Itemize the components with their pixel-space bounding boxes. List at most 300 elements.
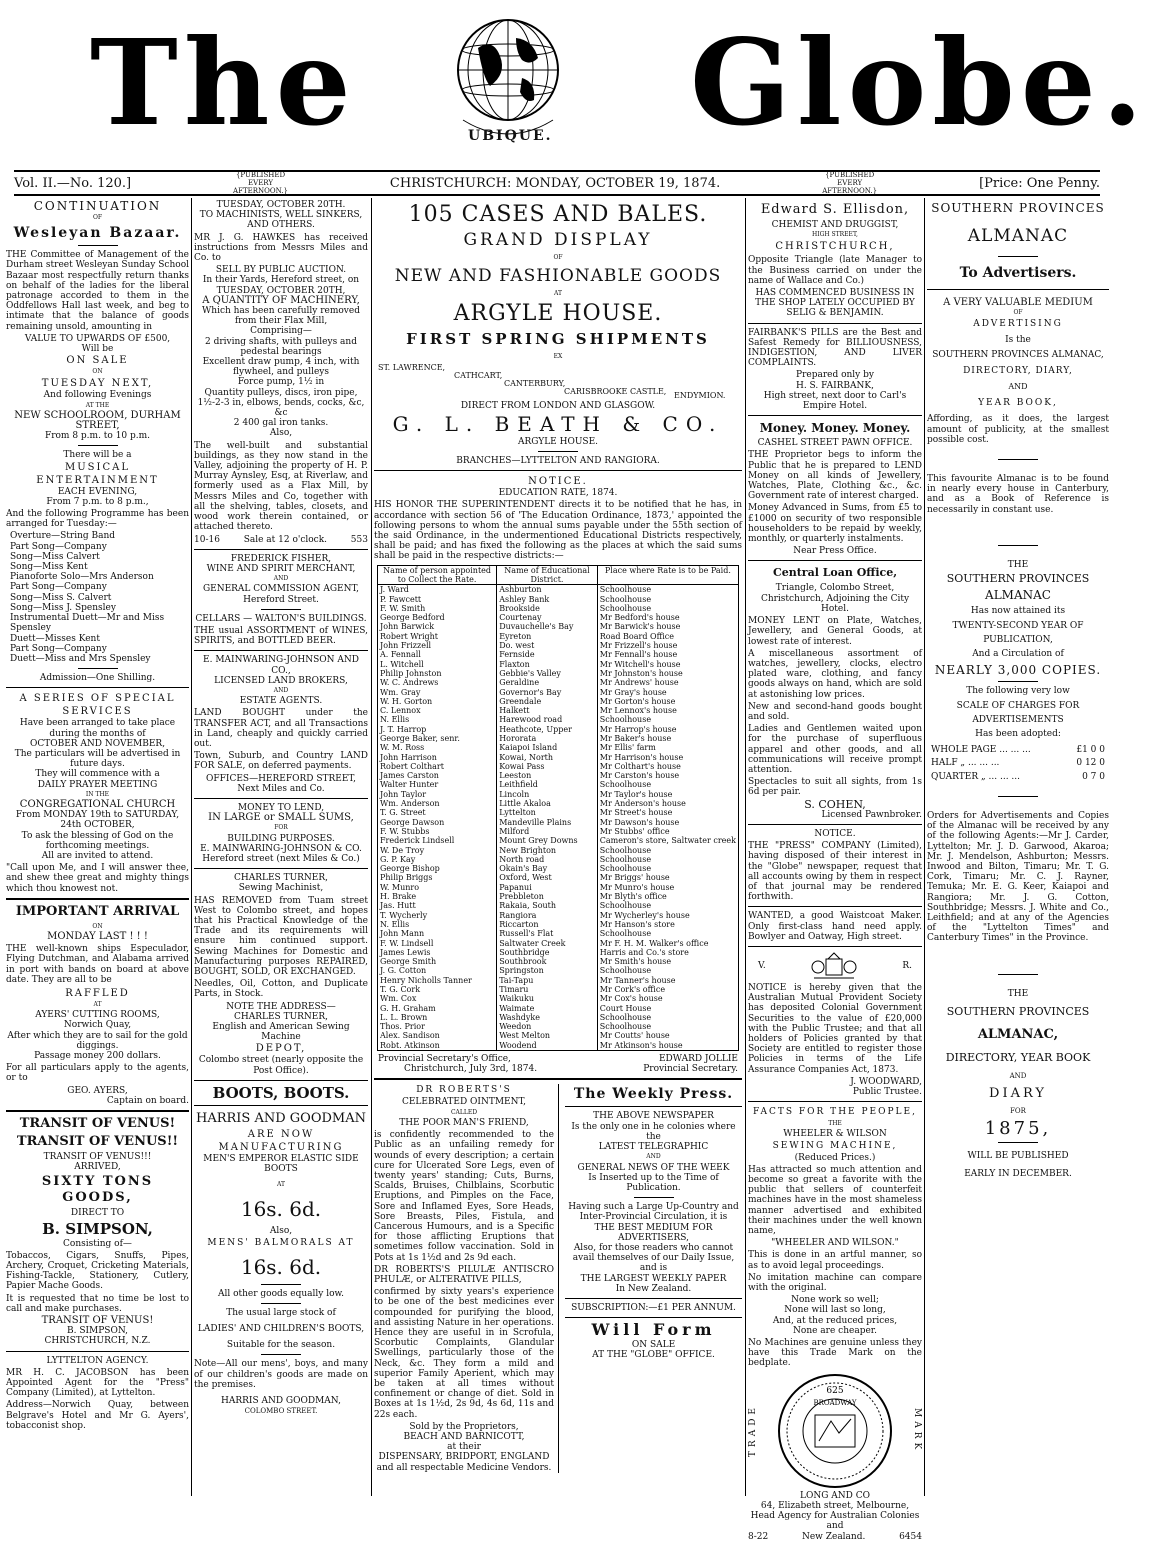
table-cell: Court House (597, 1004, 738, 1013)
table-cell: Schoolhouse (597, 901, 738, 910)
ad-text: IN THE (85, 790, 110, 798)
ad-text: Quantity pulleys, discs, iron pipe, 1½-2-3 in, elbows, bends, cocks, &c, &c (197, 387, 365, 419)
ad-heading: A SERIES OF SPECIAL SERVICES (19, 693, 176, 718)
table-cell: George Bedford (378, 613, 497, 622)
table-cell: Harewood road (497, 715, 598, 724)
ad-text: IN LARGE or SMALL SUMS, (208, 812, 354, 824)
ad-heading: 105 CASES AND BALES. (408, 202, 708, 227)
ad-text: OCTOBER AND NOVEMBER, (29, 738, 166, 749)
ad-text: MR J. G. HAWKES has received instructions from Messrs Miles and Co. to (194, 232, 368, 264)
ad-text: OF (553, 254, 563, 261)
table-cell: George Baker, senr. (378, 734, 497, 743)
table-cell: Mr Carston's house (597, 771, 738, 780)
ad-text: LONG AND CO (800, 1490, 870, 1501)
rate-price: 0 12 0 (1076, 758, 1105, 769)
table-row (378, 957, 739, 966)
column-5 (927, 200, 1109, 1495)
ad-text: MENS' BALMORALS AT (207, 1237, 355, 1248)
table-row (378, 808, 739, 817)
ad-text: Is Inserted up to the Time of Publication. (588, 1172, 719, 1193)
ad-text: Sold by the Proprietors, (409, 1421, 519, 1432)
ad-text: DIRECTORY, DIARY, (963, 365, 1073, 376)
ad-text: Near Press Office. (793, 546, 877, 557)
table-cell: W. C. Andrews (378, 678, 497, 687)
ad-text: ON SALE (631, 1340, 676, 1351)
table-cell: L. L. Brown (378, 1013, 497, 1022)
table-row (378, 734, 739, 743)
table-cell: James Lewis (378, 948, 497, 957)
ad-text: ON (92, 922, 103, 930)
ad-text: "Call upon Me, and I will answer thee, and shew thee great and mighty things which thou knowest not. (6, 863, 189, 894)
ad-text: AT (553, 290, 562, 298)
ad-text: H. S. FAIRBANK, (795, 380, 874, 391)
ad-text: Note—All our mens', boys, and many of our children's goods are made on the premises. (194, 1359, 368, 1390)
ad-heading: Money. Money. Money. (759, 421, 911, 436)
table-row (378, 613, 739, 622)
ad-heading: CHARLES TURNER, (233, 873, 329, 884)
ad-text: ARE NOW MANUFACTURING (218, 1128, 344, 1153)
table-row (378, 669, 739, 678)
globe-icon (438, 8, 578, 148)
table-cell: Wm. Gray (378, 688, 497, 697)
table-row (378, 873, 739, 882)
ad-text: They will commence with a (35, 769, 160, 780)
table-cell: Mr Barwick's house (597, 622, 738, 631)
ointment-ad (374, 1084, 559, 1472)
table-cell: Schoolhouse (597, 604, 738, 613)
ad-text: 10-16 (194, 534, 220, 545)
table-cell: W. Munro (378, 883, 497, 892)
table-cell: Thos. Prior (378, 1022, 497, 1031)
table-cell: Schoolhouse (597, 855, 738, 864)
ad-text: MONDAY LAST ! ! ! (47, 930, 148, 942)
table-cell: North road (497, 855, 598, 864)
ad-text: In their Yards, Hereford street, on TUESDAY, OCTOBER 20TH, (202, 275, 360, 296)
ad-heading: ALMANAC (985, 588, 1051, 603)
ad-text: The particulars will be advertised in future days. (14, 748, 181, 770)
ad-text: And a Circulation of (972, 649, 1064, 660)
table-cell: Papanui (497, 883, 598, 892)
ad-footer (194, 535, 368, 545)
price-large: 16s. 6d. (240, 1254, 322, 1279)
ad-text: CHRISTCHURCH, (775, 241, 895, 253)
table-cell: George Smith (378, 957, 497, 966)
table-row (378, 762, 739, 771)
ad-text: None will last so long, (784, 1305, 886, 1316)
table-cell: Mr Briggs' house (597, 873, 738, 882)
column-divider (191, 198, 192, 1496)
ad-footer (748, 1532, 922, 1542)
ad-text: VALUE TO UPWARDS OF £500, (24, 333, 171, 344)
ad-text: In New Zealand. (615, 1283, 692, 1294)
ad-text: A VERY VALUABLE MEDIUM (943, 297, 1093, 308)
ad-text: DEPOT, (255, 1043, 307, 1055)
table-cell: Leithfield (497, 780, 598, 789)
table-cell: John Frizzell (378, 641, 497, 650)
ad-text: (Reduced Prices.) (794, 1152, 876, 1163)
table-row (378, 836, 739, 845)
table-row (378, 985, 739, 994)
ad-text: MR H. C. JACOBSON has been Appointed Agent for the "Press" Company (Limited), at Lyttelton. (6, 1367, 189, 1399)
ad-text: New Zealand. (801, 1531, 866, 1542)
rate-label: QUARTER „ ... ... ... (931, 771, 1021, 782)
published-note-left: {PUBLISHED EVERY AFTERNOON.} (233, 171, 288, 195)
list-item: Duett—Misses Kent (10, 633, 100, 644)
ad-text: AND (646, 1153, 661, 1161)
ad-text: HAS COMMENCED BUSINESS IN THE SHOP LATELY OCCUPIED BY (755, 288, 915, 309)
table-cell: Mr Ellis' farm (597, 743, 738, 752)
table-cell: Mr Blyth's office (597, 892, 738, 901)
ad-heading: FREDERICK FISHER, (230, 553, 332, 564)
table-cell: John Barwick (378, 622, 497, 631)
list-item: Overture—String Band (10, 531, 116, 542)
masthead-word-globe: Globe. (690, 13, 1149, 152)
ad-text: THE BEST MEDIUM FOR ADVERTISERS, (594, 1222, 713, 1243)
ad-text: Public Trustee. (852, 1087, 922, 1098)
table-cell: John Harrison (378, 753, 497, 762)
ad-text: Norwich Quay, (63, 1020, 132, 1031)
table-cell: Gebbie's Valley (497, 669, 598, 678)
ad-text: OF (1013, 309, 1023, 317)
ad-text: Comprising— (250, 326, 312, 337)
ad-text: 6454 (899, 1531, 922, 1542)
list-item: Song—Miss Kent (10, 562, 88, 573)
ad-text: DR ROBERTS'S (416, 1085, 512, 1096)
ad-text: BUILDING PURPOSES. (227, 833, 335, 844)
ad-text: Sale at 12 o'clock. (243, 534, 328, 545)
table-cell: Mr Dawson's house (597, 818, 738, 827)
ad-text: AT (93, 1000, 102, 1008)
table-row (378, 883, 739, 892)
table-row (378, 920, 739, 929)
ad-text: S. COHEN, (804, 797, 866, 811)
table-row (378, 780, 739, 789)
table-cell: C. Lennox (378, 706, 497, 715)
table-cell: West Melton (497, 1031, 598, 1040)
table-cell: Brookside (497, 604, 598, 613)
ad-text: Captain on board. (106, 1095, 189, 1106)
rate-price: 0 7 0 (1082, 771, 1105, 782)
column-3 (374, 200, 742, 1495)
table-row (378, 706, 739, 715)
ad-text: Also, (269, 1226, 293, 1237)
ad-text: ON (92, 368, 103, 376)
ad-text: YEAR BOOK, (978, 398, 1058, 409)
column-2 (194, 200, 368, 1495)
ad-text: AND (273, 575, 289, 583)
table-cell: T. G. Cork (378, 985, 497, 994)
table-cell: Mr Wycherley's house (597, 911, 738, 920)
ad-text: The well-built and substantial buildings, as they now stand in the Valley, adjoining the property of H. P. Murray Aynsley, Esq, at Riverlaw, and formerly used as a Flax Mill, by Messrs Miles and Co, together with all the shelving, tables, closets, and wood work therein contained, or attached thereto. (194, 440, 368, 533)
ad-text: AND (1009, 1072, 1027, 1081)
table-cell: Wm. Cox (378, 994, 497, 1003)
table-row (378, 632, 739, 641)
table-cell: Philip Johnston (378, 669, 497, 678)
table-row (378, 994, 739, 1003)
table-row (378, 855, 739, 864)
table-cell: Little Akaloa (497, 799, 598, 808)
ad-text: CELEBRATED OINTMENT, (401, 1097, 527, 1108)
ad-text: COLOMBO STREET. (244, 1407, 318, 1416)
table-header: Place where Rate is to be Paid. (597, 565, 738, 585)
ad-text: CANTERBURY, (504, 378, 566, 388)
table-cell: Mr Street's house (597, 808, 738, 817)
ad-text: CHEMIST AND DRUGGIST, (771, 220, 899, 230)
table-cell: Kowai, North (497, 753, 598, 762)
ad-text: AT (276, 1181, 285, 1189)
ad-heading: NEARLY 3,000 COPIES. (934, 663, 1102, 678)
ad-heading: FIRST SPRING SHIPMENTS (406, 330, 710, 349)
ad-text: CALLED (450, 1108, 478, 1116)
ad-text: EDWARD JOLLIE (658, 1054, 738, 1065)
ad-text: Which has been carefully removed from their Flax Mill, (202, 306, 360, 327)
table-row (378, 892, 739, 901)
ad-text: HIS HONOR THE SUPERINTENDENT directs it to be notified that he has, in accordance with section 56 of 'The Education Ordinance, 1873,' appointed the following persons to whom the annual sums payable under the 55th section of the said Ordinance, in the undermentioned Educational Districts respectively, shall be paid; and has fixed the following as the places at which the said sums shall be paid in the respective districts:— (374, 500, 742, 562)
ad-text: Spectacles to suit all sights, from 1s 6d per pair. (748, 777, 922, 798)
ad-text: AND (1008, 382, 1028, 392)
rate-price: £1 0 0 (1076, 745, 1105, 756)
ad-text: AYERS' CUTTING ROOMS, (35, 1010, 160, 1021)
ad-heading: SOUTHERN PROVINCES (931, 201, 1105, 215)
ad-heading: HARRIS AND GOODMAN (196, 1110, 366, 1126)
ad-text: Christchurch, July 3rd, 1874. (404, 1064, 538, 1075)
table-cell: Lincoln (497, 790, 598, 799)
table-row (378, 1031, 739, 1040)
table-row (378, 818, 739, 827)
ad-heading: BOOTS, BOOTS. (212, 1083, 350, 1102)
ad-text: EDUCATION RATE, 1874. (498, 488, 618, 499)
table-cell: Mr Harrop's house (597, 725, 738, 734)
ad-text: EACH EVENING, (57, 486, 138, 497)
ad-heading: NOTICE. (528, 476, 588, 488)
table-row (378, 929, 739, 938)
table-cell: Road Board Office (597, 632, 738, 641)
ad-heading: SOUTHERN PROVINCES (946, 572, 1090, 586)
ad-text: EARLY IN DECEMBER. (964, 1169, 1072, 1180)
table-row (378, 622, 739, 631)
ad-text: Has now attained its (970, 606, 1066, 617)
table-cell: Alex. Sandison (378, 1031, 497, 1040)
table-row (378, 725, 739, 734)
table-cell: Oxford, West (497, 873, 598, 882)
ad-heading: LYTTELTON AGENCY. (46, 1355, 149, 1366)
table-cell: Mr Cox's house (597, 994, 738, 1003)
ad-text: SUBSCRIPTION:—£1 PER ANNUM. (571, 1302, 736, 1313)
table-row (378, 1022, 739, 1031)
ad-text: CHRISTCHURCH, N.Z. (44, 1336, 151, 1347)
ad-heading: TRANSIT OF VENUS! (19, 1116, 176, 1132)
ad-text: CARISBROOKE CASTLE, (564, 386, 667, 396)
ad-text: RAFFLED (65, 987, 130, 999)
ad-text: Having such a Large Up-Country and Inter-Provincial Circulation, it is (568, 1202, 739, 1223)
ad-text: R. (902, 960, 912, 971)
table-cell: Walter Hunter (378, 780, 497, 789)
ad-text: THE (828, 1120, 842, 1128)
ad-text: NOTICE is hereby given that the Australian Mutual Provident Society has deposited Colonial Government Securities to the value of £20,000 with the Public Trustee; and that all holders of Policies granted by that Society are entitled to register those Policies in terms of the Life Assurance Companies Act, 1873. (748, 982, 922, 1075)
ad-heading: GRAND DISPLAY (463, 230, 653, 250)
ad-heading: TO MACHINISTS, WELL SINKERS, AND OTHERS. (199, 210, 363, 231)
list-item: Duett—Miss and Mrs Spensley (10, 653, 151, 664)
table-cell: New Brighton (497, 846, 598, 855)
ad-text: Passage money 200 dollars. (34, 1051, 161, 1061)
ad-text: V. (758, 960, 766, 971)
table-cell: J. T. Harrop (378, 725, 497, 734)
ad-heading: NOTICE. (814, 828, 856, 839)
table-cell: Mount Grey Downs (497, 836, 598, 845)
ad-heading: Wesleyan Bazaar. (13, 225, 182, 242)
signature (374, 1064, 742, 1074)
ad-text: ENDYMION. (674, 390, 726, 400)
table-cell: Mr Taylor's house (597, 790, 738, 799)
table-cell: Robert Wright (378, 632, 497, 641)
ad-text: From 7 p.m. to 8 p.m., (46, 496, 149, 507)
ad-text: AT THE (85, 401, 110, 409)
ad-heading: To Advertisers. (959, 265, 1077, 281)
table-cell: Halkett (497, 706, 598, 715)
ad-heading: ALMANAC, (977, 1026, 1059, 1042)
table-cell: Lyttelton (497, 808, 598, 817)
table-row (378, 604, 739, 613)
table-cell: Robert Colthart (378, 762, 497, 771)
table-header: Name of Educational District. (497, 565, 598, 585)
ad-text: New and second-hand goods bought and sold. (748, 701, 922, 722)
ad-text: TUESDAY, OCTOBER 20TH. (216, 200, 346, 210)
ad-text: J. WOODWARD, (850, 1076, 922, 1087)
weekly-press-ad (565, 1084, 742, 1472)
list-item: Song—Miss J. Spensley (10, 602, 116, 613)
ad-text: LADIES' AND CHILDREN'S BOOTS, (197, 1324, 365, 1335)
ad-text: at their (447, 1442, 481, 1453)
column-4 (748, 200, 922, 1542)
table-cell: Ashburton (497, 585, 598, 595)
ad-text: English and American Sewing Machine (212, 1022, 350, 1043)
table-row (378, 799, 739, 808)
ad-heading: SIXTY TONS GOODS, (41, 1174, 154, 1206)
table-cell: Mr Harrison's house (597, 753, 738, 762)
ad-text: OFFICES—HEREFORD STREET, Next Miles and Co. (206, 773, 356, 794)
ad-text: DAILY PRAYER MEETING (37, 779, 158, 790)
table-cell: W. M. Ross (378, 743, 497, 752)
table-cell: Leeston (497, 771, 598, 780)
table-cell: Wm. Anderson (378, 799, 497, 808)
column-1 (6, 200, 189, 1495)
ad-text: WHEELER & WILSON (783, 1129, 887, 1140)
ad-heading: DIRECTORY, YEAR BOOK (945, 1050, 1091, 1064)
ad-text: HAS REMOVED from Tuam street West to Colombo street, and hopes that his Practical Knowledge of the Trade and its requirements will ensure him continued support. Sewing Machines for Domestic and Manufacturing purposes REPAIRED, BOUGHT, SOLD, OR EXCHANGED. (194, 895, 368, 978)
table-row (378, 976, 739, 985)
table-cell: John Mann (378, 929, 497, 938)
seal-street: BROADWAY (813, 1398, 857, 1407)
table-cell: Mandeville Plains (497, 818, 598, 827)
ad-text: Is the only one in he colonies where the (571, 1121, 736, 1142)
ad-text: Excellent draw pump, 4 inch, with flywheel, and pulleys (202, 357, 360, 378)
ad-text: After which they are to sail for the gold diggings. (7, 1030, 188, 1051)
table-cell: Milford (497, 827, 598, 836)
ad-text: THE usual ASSORTMENT of WINES, SPIRITS, and BOTTLED BEER. (194, 625, 368, 647)
table-cell: N. Ellis (378, 715, 497, 724)
table-cell: Mr Anderson's house (597, 799, 738, 808)
list-item: Instrumental Duett—Mr and Miss Spensley (10, 613, 165, 634)
ad-text: The usual large stock of (226, 1307, 336, 1318)
table-cell: Mr Hanson's store (597, 920, 738, 929)
trade-mark (748, 1371, 922, 1491)
ad-text: MONEY LENT on Plate, Watches, Jewellery, and General Goods, at lowest rate of interest. (748, 616, 922, 647)
ad-text: THE ABOVE NEWSPAPER (593, 1111, 714, 1122)
ad-text: ARGYLE HOUSE. (517, 436, 599, 447)
ad-text: 553 (350, 534, 368, 545)
ad-heading: ALMANAC (967, 226, 1069, 246)
ad-heading: G. L. BEATH & CO. (392, 411, 724, 436)
table-row (378, 864, 739, 873)
table-cell: Greendale (497, 697, 598, 706)
ad-heading: NEW AND FASHIONABLE GOODS (394, 266, 722, 287)
ad-text: E. MAINWARING-JOHNSON & CO. (200, 843, 362, 854)
table-row (378, 715, 739, 724)
ad-text: Admission—One Shilling. (39, 673, 156, 684)
table-cell: Harris and Co.'s store (597, 948, 738, 957)
ad-text: FAIRBANK'S PILLS are the Best and Safest Remedy for BILLIOUSNESS, INDIGESTION, AND LIVER COMPLAINTS. (748, 327, 922, 369)
ad-text: Needles, Oil, Cotton, and Duplicate Parts, in Stock. (194, 979, 368, 1000)
ad-text: WINE AND SPIRIT MERCHANT, (206, 563, 356, 574)
ad-text: NOTE THE ADDRESS— (226, 1001, 336, 1012)
rate-label: WHOLE PAGE ... ... ... (931, 745, 1031, 756)
table-cell: Jas. Hutt (378, 901, 497, 910)
table-cell: John Taylor (378, 790, 497, 799)
ad-text: WANTED, a good Waistcoat Maker. Only first-class hand need apply. Bowlyer and Oatway, High street. (748, 911, 922, 942)
ad-text: From 8 p.m. to 10 p.m. (44, 431, 151, 442)
table-cell: Mr Coutts' house (597, 1031, 738, 1040)
masthead-motto: UBIQUE. (468, 128, 553, 144)
ad-text: WILL BE PUBLISHED (967, 1150, 1069, 1161)
table-cell: F. W. Stubbs (378, 827, 497, 836)
table-cell: G. P. Kay (378, 855, 497, 864)
table-cell: Courtenay (497, 613, 598, 622)
table-cell: Fernside (497, 650, 598, 659)
masthead-word-the: The (90, 13, 357, 152)
ad-heading: Edward S. Ellisdon, (760, 202, 910, 217)
ad-heading: ARGYLE HOUSE. (453, 301, 663, 327)
ad-text: ADVERTISEMENTS (972, 714, 1064, 725)
table-cell: Mr Johnston's house (597, 669, 738, 678)
programme-list (6, 531, 189, 664)
list-item: Part Song—Company (10, 541, 107, 552)
price: [Price: One Penny. (979, 175, 1100, 191)
table-cell: Schoolhouse (597, 595, 738, 604)
ad-text: Prepared only by (796, 370, 874, 381)
ad-heading: CONTINUATION (33, 199, 162, 213)
table-cell: Mr Atkinson's house (597, 1041, 738, 1051)
ad-text: Affording, as it does, the largest amount of publicity, at the smallest possible cost. (927, 414, 1109, 445)
published-note-right: {PUBLISHED EVERY AFTERNOON.} (822, 171, 878, 195)
table-cell: Geraldine (497, 678, 598, 687)
ad-text: This is done in an artful manner, so as to avoid legal proceedings. (748, 1250, 922, 1271)
ad-text: DISPENSARY, BRIDPORT, ENGLAND (378, 1452, 550, 1463)
ad-text: DIRECT TO (70, 1208, 125, 1219)
table-cell: Cameron's store, Saltwater creek (597, 836, 738, 845)
table-cell: F. W. Lindsell (378, 939, 497, 948)
ad-text: SELL BY PUBLIC AUCTION. (215, 265, 347, 276)
table-cell: H. Brake (378, 892, 497, 901)
rate-row (931, 772, 1105, 782)
ad-text: MUSICAL ENTERTAINMENT (36, 461, 159, 486)
ad-text: ARRIVED, (74, 1162, 121, 1173)
ad-text: Triangle, Colombo Street, Christchurch, Adjoining the City Hotel. (760, 583, 910, 614)
ad-text: THE Committee of Management of the Durham street Wesleyan Sunday School Bazaar most respectfully return thanks on behalf of the ladies for the liberal patronage accorded to them in the Oddfellows Hall last week, and beg to intimate that the balance of goods remaining unsold, amounting in (6, 250, 189, 332)
ad-text: And the following Programme has been arranged for Tuesday:— (6, 509, 189, 530)
ad-text: THE LARGEST WEEKLY PAPER (580, 1273, 727, 1284)
table-cell: Do. west (497, 641, 598, 650)
ad-text: None work so well; (791, 1295, 879, 1306)
